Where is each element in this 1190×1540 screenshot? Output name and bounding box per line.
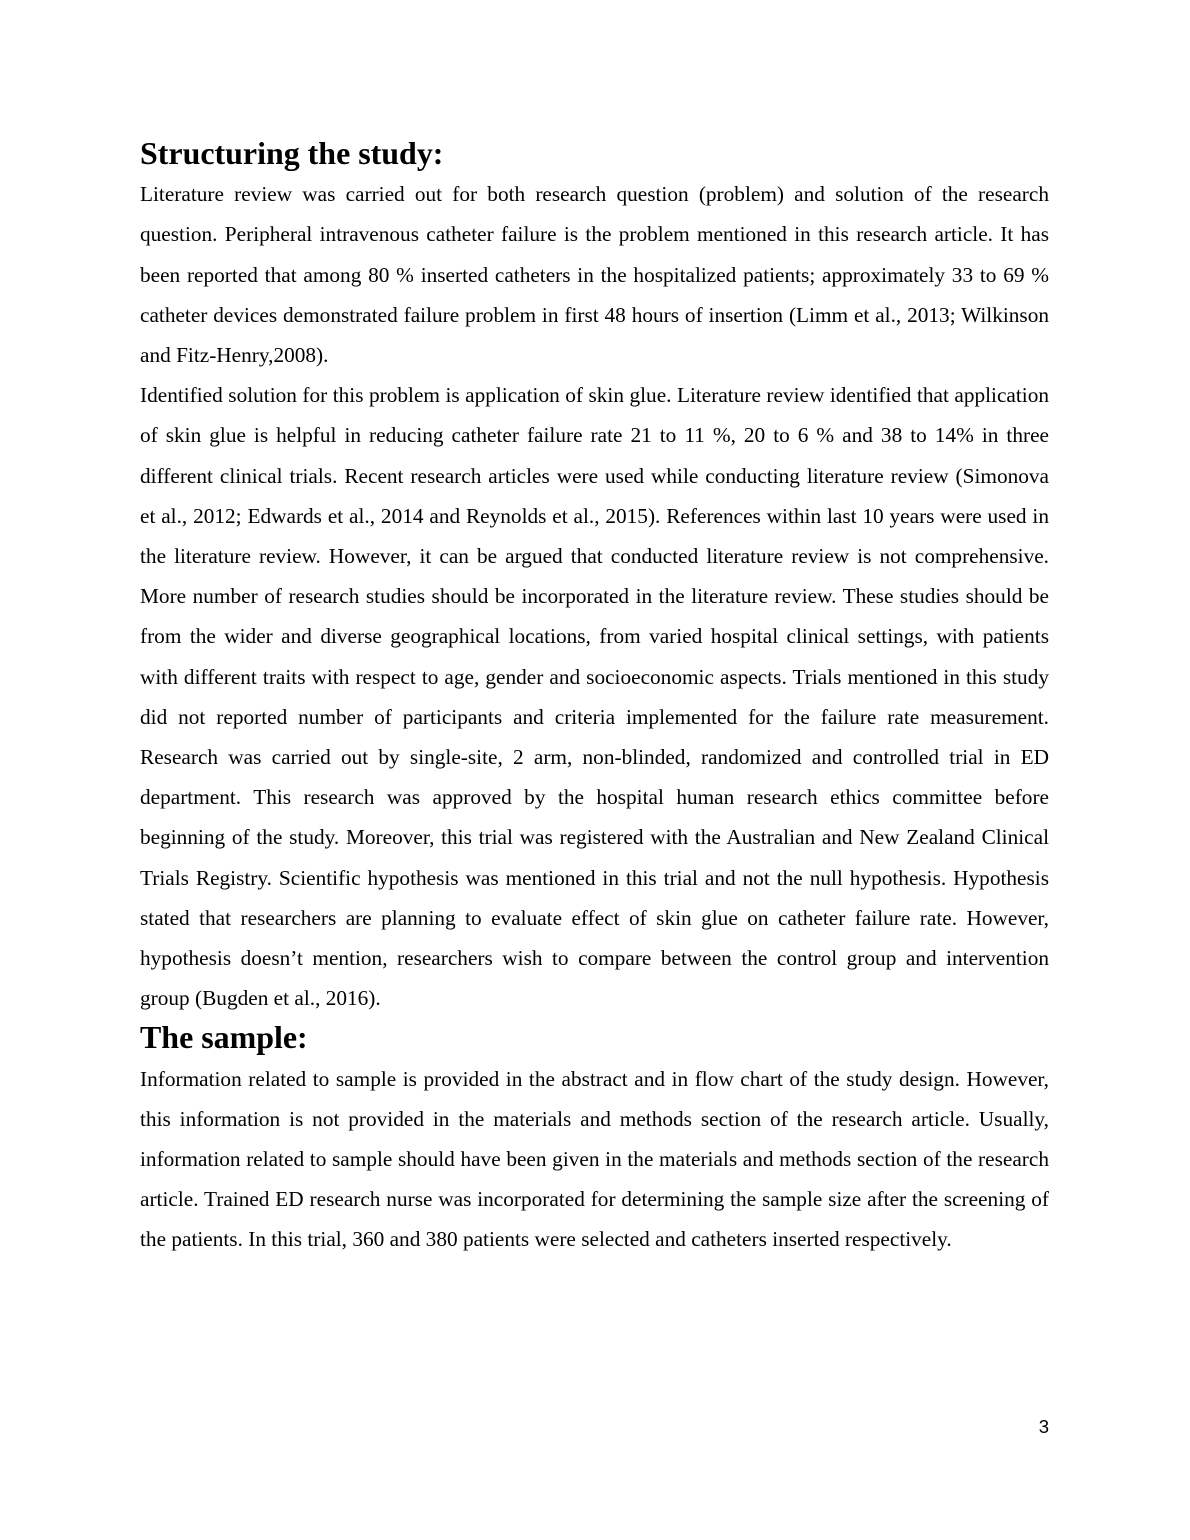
page-number: 3	[1038, 1416, 1049, 1437]
document-body	[140, 134, 1049, 1260]
paragraph-identified-solution: Identified solution for this problem is application of skin glue. Literature review identified that application of skin glue is helpful in reducing catheter failure rate 21 to 11 %, 20 to 6 % and 38 to 14% in three different clinical trials. Recent research articles were used while conducting literature review (Simonova et al., 2012; Edwards et al., 2014 and Reynolds et al., 2015). References within last 10 years were used in the literature review. However, it can be argued that conducted literature review is not comprehensive. More number of research studies should be incorporated in the literature review. These studies should be from the wider and diverse geographical locations, from varied hospital clinical settings, with patients with different traits with respect to age, gender and socioeconomic aspects. Trials mentioned in this study did not reported number of participants and criteria implemented for the failure rate measurement. Research was carried out by single-site, 2 arm, non-blinded, randomized and controlled trial in ED department. This research was approved by the hospital human research ethics committee before beginning of the study. Moreover, this trial was registered with the Australian and New Zealand Clinical Trials Registry. Scientific hypothesis was mentioned in this trial and not the null hypothesis. Hypothesis stated that researchers are planning to evaluate effect of skin glue on catheter failure rate. However, hypothesis doesn’t mention, researchers wish to compare between the control group and intervention group (Bugden et al., 2016).	[140, 383, 1049, 1011]
section-heading-structuring-the-study: Structuring the study:	[140, 136, 444, 171]
paragraph-sample-information: Information related to sample is provided in the abstract and in flow chart of the study design. However, this information is not provided in the materials and methods section of the research article. Usually, information related to sample should have been given in the materials and methods section of the research article. Trained ED research nurse was incorporated for determining the sample size after the screening of the patients. In this trial, 360 and 380 patients were selected and catheters inserted respectively.	[140, 1066, 1049, 1252]
paragraph-literature-review-problem: Literature review was carried out for both research question (problem) and solution of the research question. Peripheral intravenous catheter failure is the problem mentioned in this research article. It has been reported that among 80 % inserted catheters in the hospitalized patients; approximately 33 to 69 % catheter devices demonstrated failure problem in first 48 hours of insertion (Limm et al., 2013; Wilkinson and Fitz-Henry,2008).	[140, 182, 1049, 368]
section-heading-the-sample: The sample:	[140, 1020, 308, 1056]
